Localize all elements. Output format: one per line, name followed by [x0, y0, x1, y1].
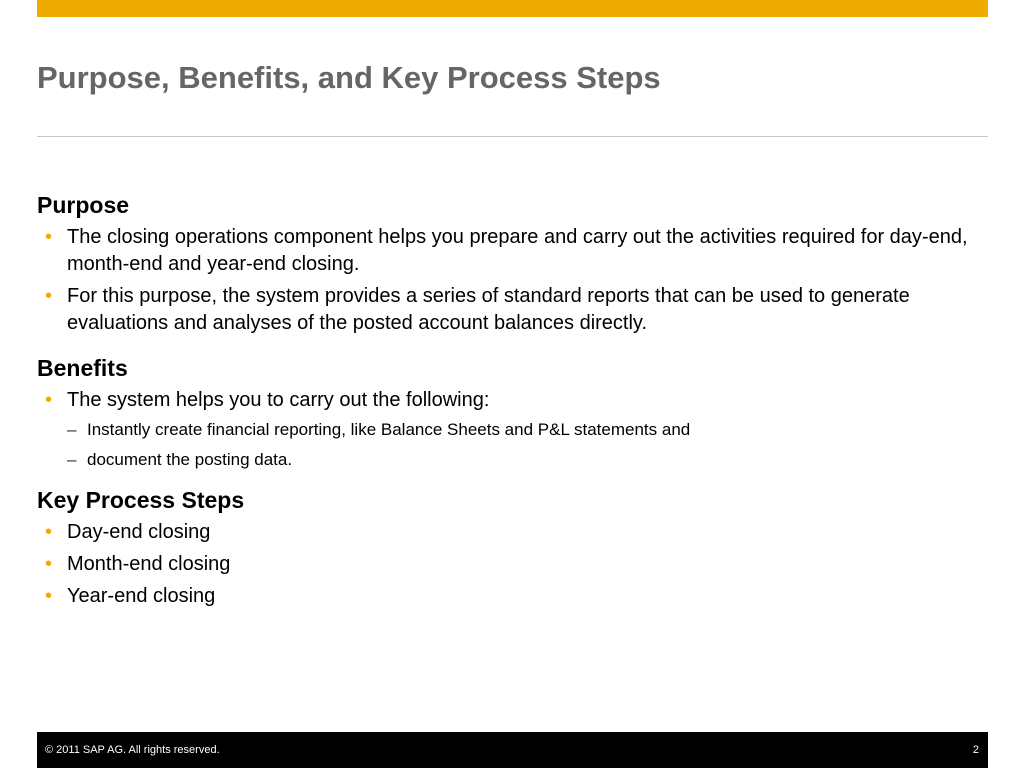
title-divider	[37, 136, 988, 137]
benefits-sub-bullet-list	[37, 419, 977, 471]
purpose-heading: Purpose	[37, 192, 130, 218]
purpose-bullet-list	[37, 224, 977, 337]
key-step-item	[37, 519, 977, 546]
top-accent-bar	[37, 0, 988, 17]
bullet-icon: •	[45, 521, 53, 543]
bullet-text: Month-end closing	[67, 553, 231, 575]
benefits-bullet-item	[37, 387, 977, 414]
bullet-icon: •	[45, 553, 53, 575]
key-step-item	[37, 551, 977, 578]
slide-content	[37, 190, 977, 615]
benefits-section	[37, 353, 977, 471]
page-number: 2	[972, 744, 979, 756]
bullet-text: Year-end closing	[67, 585, 216, 607]
bullet-icon: •	[45, 226, 53, 248]
benefits-bullet-list	[37, 387, 977, 414]
benefits-heading: Benefits	[37, 355, 128, 381]
dash-icon: –	[67, 450, 77, 469]
sub-bullet-text: Instantly create financial reporting, like Balance Sheets and P&L statements and	[87, 420, 691, 439]
bullet-text: The system helps you to carry out the following:	[67, 389, 490, 411]
purpose-bullet-item	[37, 283, 977, 337]
bullet-icon: •	[45, 389, 53, 411]
slide-title: Purpose, Benefits, and Key Process Steps	[37, 60, 661, 95]
dash-icon: –	[67, 420, 77, 439]
bullet-icon: •	[45, 585, 53, 607]
key-steps-section	[37, 485, 977, 610]
purpose-section	[37, 190, 977, 337]
key-steps-heading: Key Process Steps	[37, 487, 245, 513]
benefits-sub-bullet-item	[37, 449, 977, 471]
key-steps-bullet-list	[37, 519, 977, 610]
footer-bar	[37, 732, 988, 768]
copyright-text: © 2011 SAP AG. All rights reserved.	[45, 744, 220, 756]
benefits-sub-bullet-item	[37, 419, 977, 441]
bullet-text: The closing operations component helps you prepare and carry out the activities required for day-end, month-end and year-end closing.	[67, 226, 968, 275]
purpose-bullet-item	[37, 224, 977, 278]
bullet-icon: •	[45, 285, 53, 307]
bullet-text: For this purpose, the system provides a series of standard reports that can be used to generate evaluations and analyses of the posted account balances directly.	[67, 285, 910, 334]
sub-bullet-text: document the posting data.	[87, 450, 293, 469]
key-step-item	[37, 583, 977, 610]
bullet-text: Day-end closing	[67, 521, 211, 543]
